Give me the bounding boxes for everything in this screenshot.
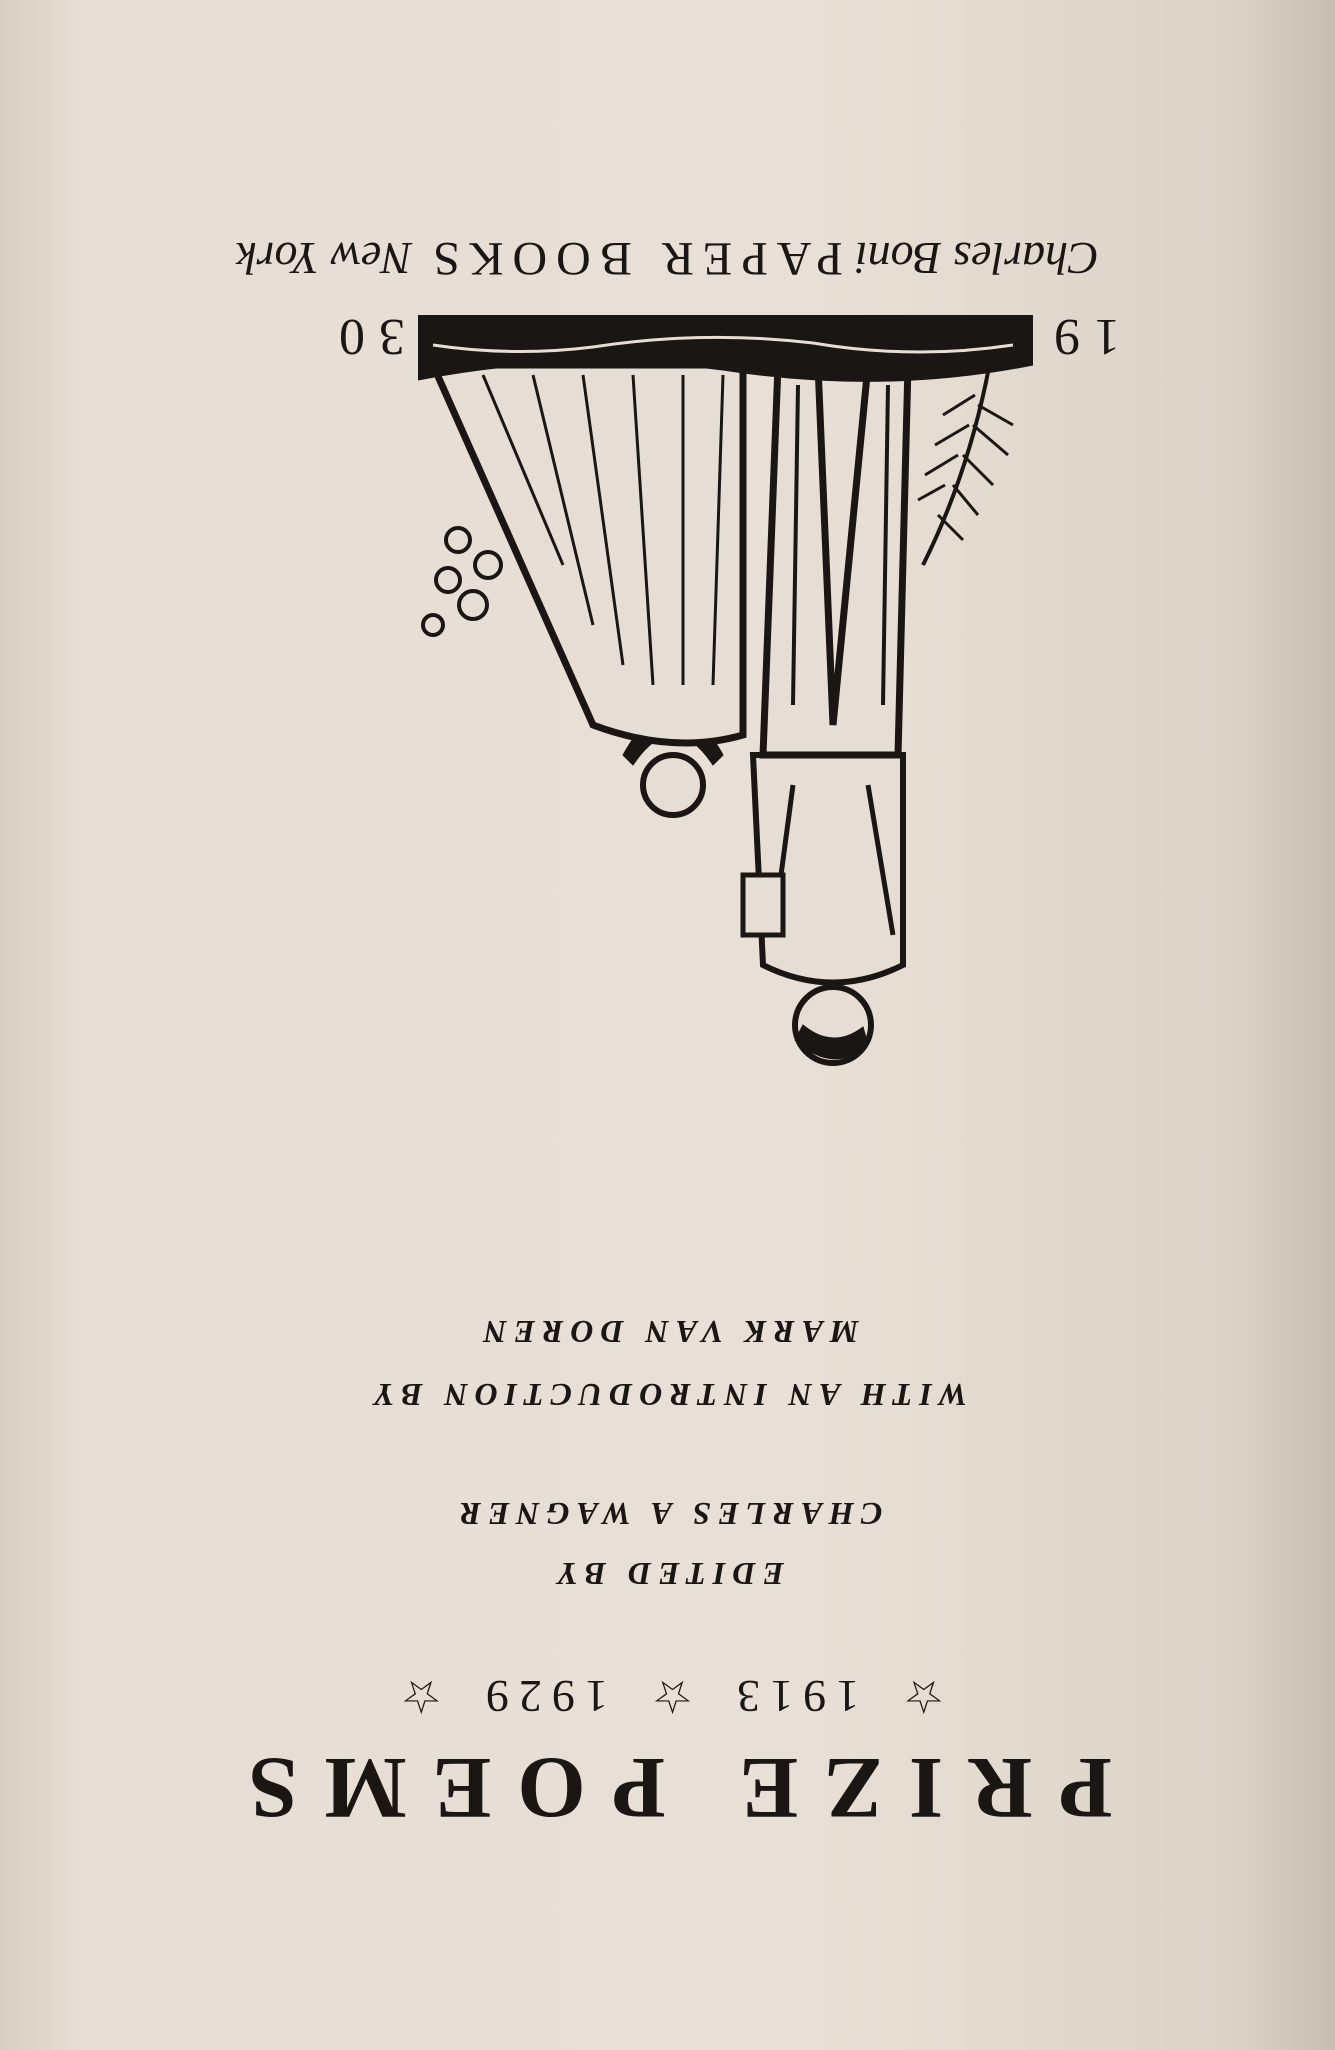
edited-by-label: EDITED BY xyxy=(551,1556,784,1592)
publisher-name: Charles Boni xyxy=(854,233,1099,284)
imprint-year-right: 30 xyxy=(325,308,405,365)
star-outline-icon: ☆ xyxy=(390,1671,442,1722)
introduction-by-label: WITH AN INTRODUCTION BY xyxy=(367,1377,968,1413)
publisher-city: New York xyxy=(236,233,413,284)
publisher-line xyxy=(0,231,1335,286)
year-range xyxy=(0,1670,1335,1724)
star-outline-icon: ☆ xyxy=(893,1671,945,1722)
woodcut-illustration xyxy=(418,315,1033,1085)
introducer-name: MARK VAN DOREN xyxy=(476,1314,859,1350)
year-start: 1913 xyxy=(727,1671,860,1722)
star-outline-icon: ☆ xyxy=(641,1671,694,1722)
imprint-year-left: 19 xyxy=(1040,308,1120,365)
series-name: PAPER BOOKS xyxy=(424,232,843,285)
editor-name: CHARLES A WAGNER xyxy=(452,1496,883,1532)
book-title: PRIZE POEMS xyxy=(222,1739,1113,1836)
year-end: 1929 xyxy=(475,1671,608,1722)
